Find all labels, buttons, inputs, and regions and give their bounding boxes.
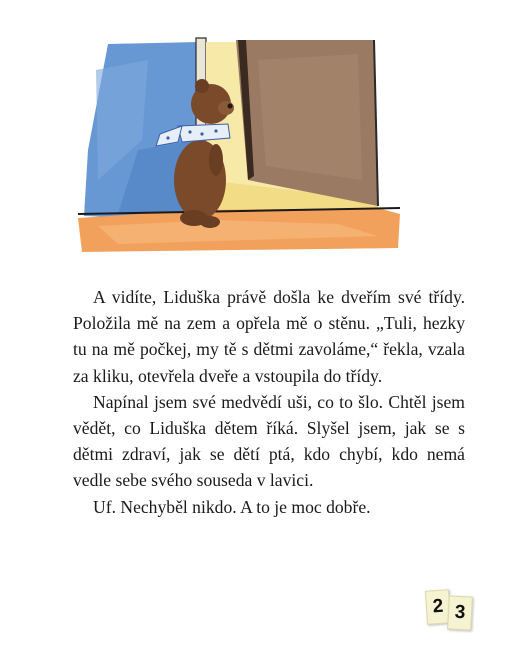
story-text <box>73 284 465 520</box>
story-paragraph: Uf. Nechyběl nikdo. A to je moc dobře. <box>93 496 371 517</box>
page-number-badge <box>424 590 476 630</box>
bear-at-door-illustration <box>78 30 400 255</box>
story-paragraph: A vidíte, Liduška právě došla ke dveřím své třídy. Položila mě na zem a opřela mě o stěnu. „Tuli, hezky tu na mě počkej, my tě s dětmi zavoláme,“ řekla, vzala za kliku, otevřela dveře a vstoupila do třídy. <box>73 287 465 386</box>
page-number-left: 2 <box>425 589 451 625</box>
illustration <box>78 30 400 255</box>
page-number-right: 3 <box>447 595 473 630</box>
story-paragraph: Napínal jsem své medvědí uši, co to šlo. Chtěl jsem vědět, co Liduška dětem říká. Slyšel jsem, jak se s dětmi zdraví, jak se dětí ptá, kdo chybí, kdo nemá vedle sebe svého souseda v lavici. <box>73 391 465 491</box>
